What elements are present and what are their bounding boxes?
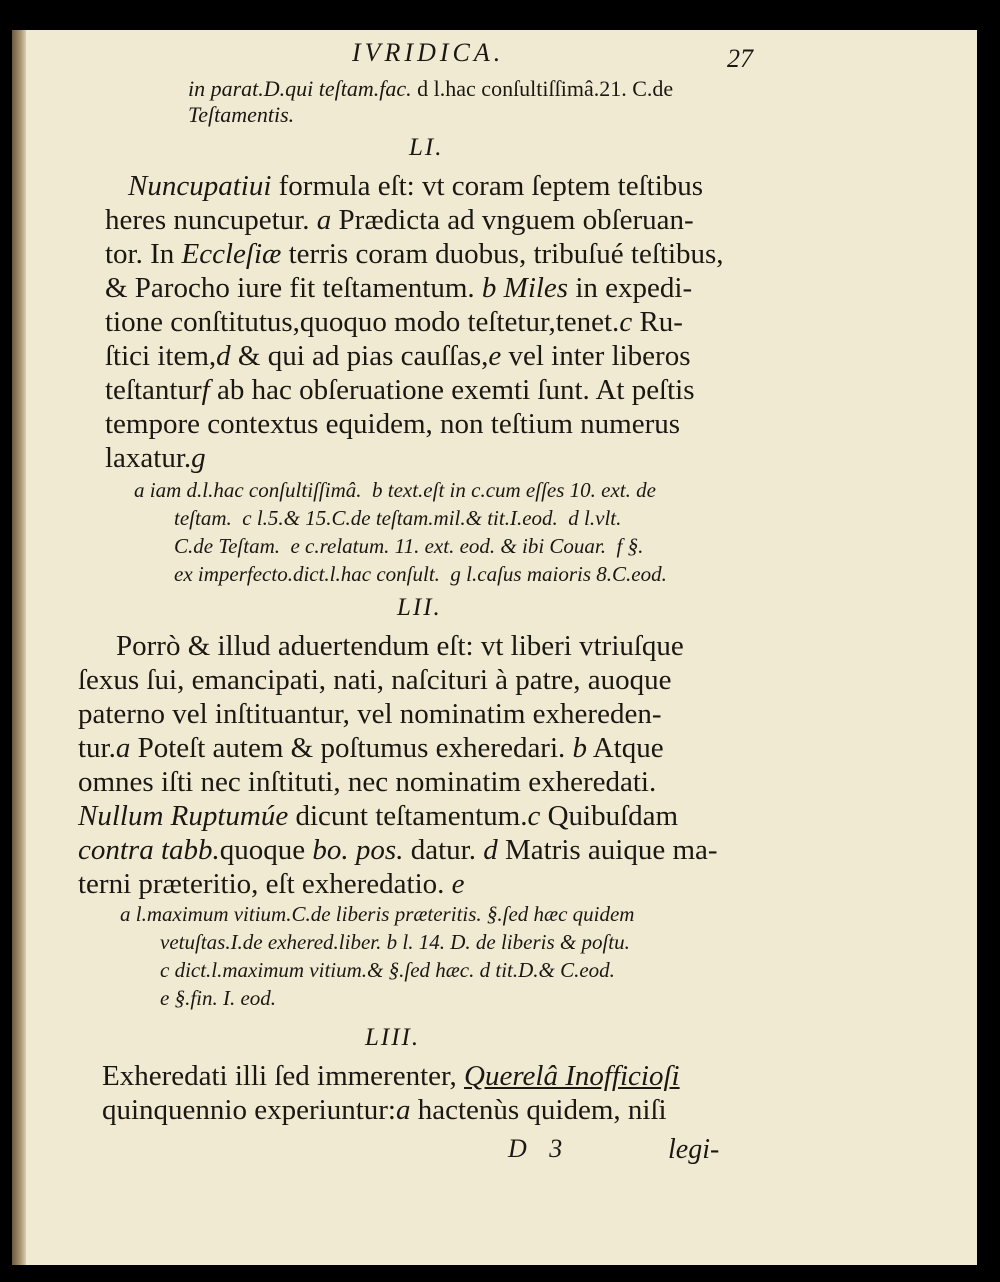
- text-line: omnes iſti nec inſtituti, nec nominatim exheredati.: [78, 766, 657, 798]
- text-line: contra tabb.quoque bo. pos. datur. d Matris auique ma-: [78, 834, 718, 866]
- note-line: c dict.l.maximum vitium.& §.ſed hæc. d tit.D.& C.eod.: [160, 958, 615, 982]
- note-line: teſtam. c l.5.& 15.C.de teſtam.mil.& tit.I.eod. d l.vlt.: [174, 506, 622, 530]
- text-line: terni præteritio, eſt exheredatio. e: [78, 868, 465, 900]
- note-line: in parat.D.qui teſtam.fac. d l.hac conſultiſſimâ.21. C.de: [188, 76, 674, 101]
- note-line: a iam d.l.hac conſultiſſimâ. b text.eſt in c.cum eſſes 10. ext. de: [134, 478, 656, 502]
- note-line: Teſtamentis.: [188, 102, 295, 127]
- note-line: C.de Teſtam. e c.relatum. 11. ext. eod. & ibi Couar. f §.: [174, 534, 644, 558]
- running-title: IVRIDICA.: [352, 38, 505, 67]
- section-heading-52: LII.: [397, 594, 442, 621]
- section-heading-53: LIII.: [365, 1024, 421, 1051]
- text-line: tur.a Poteſt autem & poſtumus exheredari. b Atque: [78, 732, 664, 764]
- text-line: Nullum Ruptumúe dicunt teſtamentum.c Quibuſdam: [78, 800, 679, 832]
- text-line: Porrò & illud aduertendum eſt: vt liberi vtriuſque: [116, 630, 684, 662]
- text-line: & Parocho iure fit teſtamentum. b Miles in expedi-: [105, 272, 693, 304]
- text-line: tione conſtitutus,quoquo modo teſtetur,tenet.c Ru-: [105, 306, 683, 338]
- note-line: e §.fin. I. eod.: [160, 986, 277, 1010]
- text-line: quinquennio experiuntur:a hactenùs quidem, niſi: [102, 1094, 667, 1126]
- text-line: tor. In Eccleſiæ terris coram duobus, tribuſué teſtibus,: [105, 238, 724, 270]
- catchword: legi-: [668, 1134, 720, 1165]
- note-line: ex imperfecto.dict.l.hac conſult. g l.caſus maioris 8.C.eod.: [174, 562, 667, 586]
- text-line: paterno vel inſtituantur, vel nominatim exhereden-: [78, 698, 662, 730]
- section-heading-51: LI.: [409, 134, 444, 161]
- text-line: ſtici item,d & qui ad pias cauſſas,e vel inter liberos: [105, 340, 691, 372]
- text-line: tempore contextus equidem, non teſtium numerus: [105, 408, 681, 440]
- binding-edge: [12, 30, 26, 1265]
- book-page: [12, 30, 977, 1265]
- text-line: heres nuncupetur. a Prædicta ad vnguem obſeruan-: [105, 204, 694, 236]
- text-line: ſexus ſui, emancipati, nati, naſcituri à patre, auoque: [78, 664, 672, 696]
- note-line: vetuſtas.I.de exhered.liber. b l. 14. D. de liberis & poſtu.: [160, 930, 630, 954]
- text-line: teſtanturf ab hac obſeruatione exemti ſunt. At peſtis: [105, 374, 695, 406]
- text-line: laxatur.g: [105, 442, 206, 474]
- page-number: 27: [727, 44, 753, 73]
- text-line: Nuncupatiui formula eſt: vt coram ſeptem teſtibus: [128, 170, 704, 202]
- note-line: a l.maximum vitium.C.de liberis præteritis. §.ſed hæc quidem: [120, 902, 635, 926]
- signature-mark: D 3: [508, 1134, 571, 1163]
- text-line: Exheredati illi ſed immerenter, Querelâ Inofficioſi: [102, 1060, 680, 1092]
